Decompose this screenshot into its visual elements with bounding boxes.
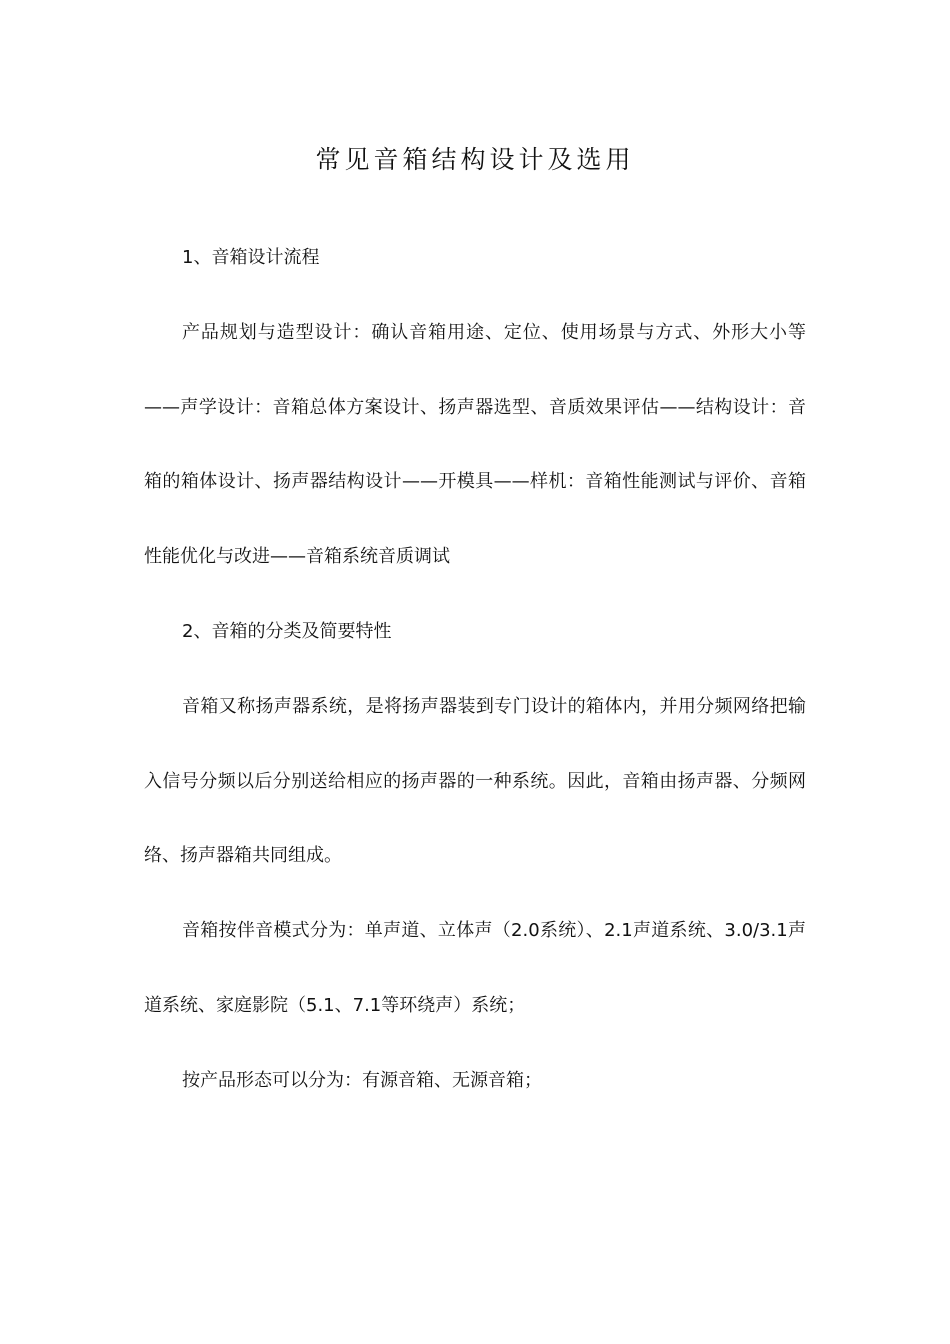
document-title: 常见音箱结构设计及选用	[315, 145, 635, 174]
paragraph-product-forms: 按产品形态可以分为：有源音箱、无源音箱；	[182, 1069, 542, 1091]
section-heading-classification: 2、音箱的分类及简要特性	[182, 620, 392, 642]
paragraph-speaker-definition: 音箱又称扬声器系统，是将扬声器装到专门设计的箱体内，并用分频网络把输入信号分频以后分别送给相应的扬声器的一种系统。因此，音箱由扬声器、分频网络、扬声器箱共同组成。	[144, 695, 806, 867]
section-heading-design-process: 1、音箱设计流程	[182, 247, 320, 268]
paragraph-audio-modes: 音箱按伴音模式分为：单声道、立体声（2.0系统）、2.1声道系统、3.0/3.1声道系统、家庭影院（5.1、7.1等环绕声）系统；	[144, 920, 806, 1016]
document-body	[144, 221, 806, 1119]
paragraph-design-process: 产品规划与造型设计：确认音箱用途、定位、使用场景与方式、外形大小等——声学设计：音箱总体方案设计、扬声器选型、音质效果评估——结构设计：音箱的箱体设计、扬声器结构设计——开模具——样机：音箱性能测试与评价、音箱性能优化与改进——音箱系统音质调试	[144, 321, 806, 568]
